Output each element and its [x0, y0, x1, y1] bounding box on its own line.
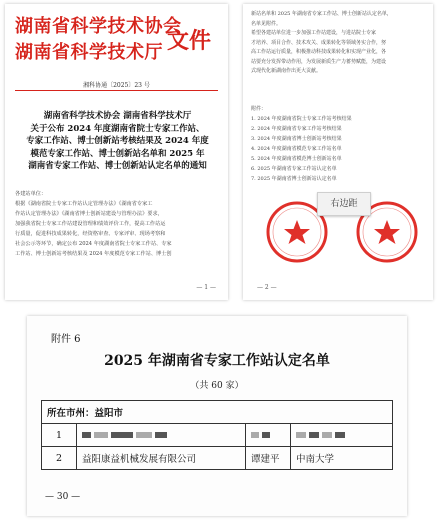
table-row: [42, 401, 393, 424]
list-title: 2025 年湖南省专家工作站认定名单: [104, 353, 330, 369]
attachment-list: [251, 104, 427, 184]
document-page-3: [27, 316, 407, 516]
document-page-1: [5, 4, 228, 300]
table-row: [42, 424, 393, 447]
body-line: 工作站、博士创新站考核结果及 2024 年度模范专家工作站、博士创: [15, 251, 172, 257]
redacted-unit-cell: [291, 424, 393, 447]
body-line: 希望各建站单位进一步加强工作站建设，与进站院士专家: [251, 30, 377, 36]
attachment-label: 附件 6: [51, 334, 81, 345]
title-line: 湖南省科学技术协会 湖南省科学技术厅: [43, 111, 192, 121]
redacted-name-cell: [77, 424, 246, 447]
letterhead-line-1: 湖南省科学技术协会: [15, 16, 182, 37]
body-line: 新站名单和 2025 年湖南省专家工作站、博士创新站认定名单，: [251, 11, 392, 17]
attachment-item: 2. 2024 年度湖南省专家工作站考核结果: [251, 126, 342, 132]
body-line: 才培养、项目合作、技术攻关、成果转化等领域务实合作，努: [251, 39, 387, 46]
attachment-item: 4. 2024 年度湖南省模范专家工作站名单: [251, 146, 342, 152]
body-line: 加强我省院士专家工作站建设管理和绩效评价工作，提高工作站运: [15, 221, 166, 227]
notice-body: [15, 189, 218, 259]
body-line: 根据《湖南省院士专家工作站认定管理办法》《湖南省专家工: [15, 201, 153, 207]
expert-unit: 中南大学: [291, 447, 393, 470]
table-row: [42, 447, 393, 470]
title-line: 专家工作站、博士创新站考核结果及 2024 年度: [26, 136, 209, 146]
red-divider: [15, 90, 218, 91]
title-line: 关于公布 2024 年度湖南省院士专家工作站、: [30, 123, 205, 134]
attachment-item: 6. 2025 年湖南省专家工作站认定名单: [251, 166, 337, 172]
margin-tooltip: 右边距: [317, 192, 371, 216]
letterhead-line-2: 湖南省科学技术厅: [15, 42, 163, 63]
title-line: 模范专家工作站、博士创新站名单和 2025 年: [30, 148, 205, 159]
letterhead-wen: 文件: [167, 28, 212, 54]
expert-name: 谭建平: [246, 447, 291, 470]
body-line: 社会公示等环节，确定公布 2024 年度湖南省院士专家工作站、专家: [15, 241, 172, 247]
row-number: 1: [42, 424, 77, 447]
body-line: 作站认定管理办法》《湖南省博士创新站建设与管理办法》要求，: [15, 211, 163, 217]
body-line: 站要充分发挥带动作用，为发展新质生产力蓄势赋能，为建设: [251, 58, 387, 65]
document-number: 湘科协通〔2025〕23 号: [83, 82, 150, 89]
body-line: 高工作站运行质量，积极推动科技成果转化和实现产业化，各: [251, 49, 387, 55]
city-header-cell: 所在市州：益阳市: [42, 401, 393, 424]
notice-title: [17, 110, 218, 173]
body-line: 各建站单位：: [15, 191, 47, 197]
attachment-item: 3. 2024 年度湖南省博士创新站考核结果: [251, 136, 342, 142]
body-line: 式现代化新湖南作出更大贡献。: [251, 68, 322, 74]
list-count: （共 60 家）: [190, 381, 244, 391]
page-number: — 2 —: [257, 284, 277, 291]
redacted-expert-cell: [246, 424, 291, 447]
attachment-item: 7. 2025 年湖南省博士创新站认定名单: [251, 176, 337, 182]
body-line: 名单见附件。: [251, 20, 282, 27]
page-number: — 1 —: [196, 284, 216, 291]
row-number: 2: [42, 447, 77, 470]
attachment-item: 5. 2024 年度湖南省模范博士创新站名单: [251, 156, 342, 162]
attachment-item: 1. 2024 年度湖南省院士专家工作站考核结果: [251, 116, 352, 122]
document-page-2: [243, 4, 433, 300]
red-letterhead: [15, 10, 223, 70]
notice-body-continued: [251, 10, 427, 77]
title-line: 湖南省专家工作站、博士创新站认定名单的通知: [28, 161, 207, 171]
station-table: [41, 400, 393, 470]
page-number: — 30 —: [45, 492, 81, 502]
attachments-heading: 附件：: [251, 106, 267, 112]
company-name: 益阳康益机械发展有限公司: [77, 447, 246, 470]
body-line: 行质量，促进科技成果转化，经资格审查、专家评审、现场考察和: [15, 231, 166, 237]
